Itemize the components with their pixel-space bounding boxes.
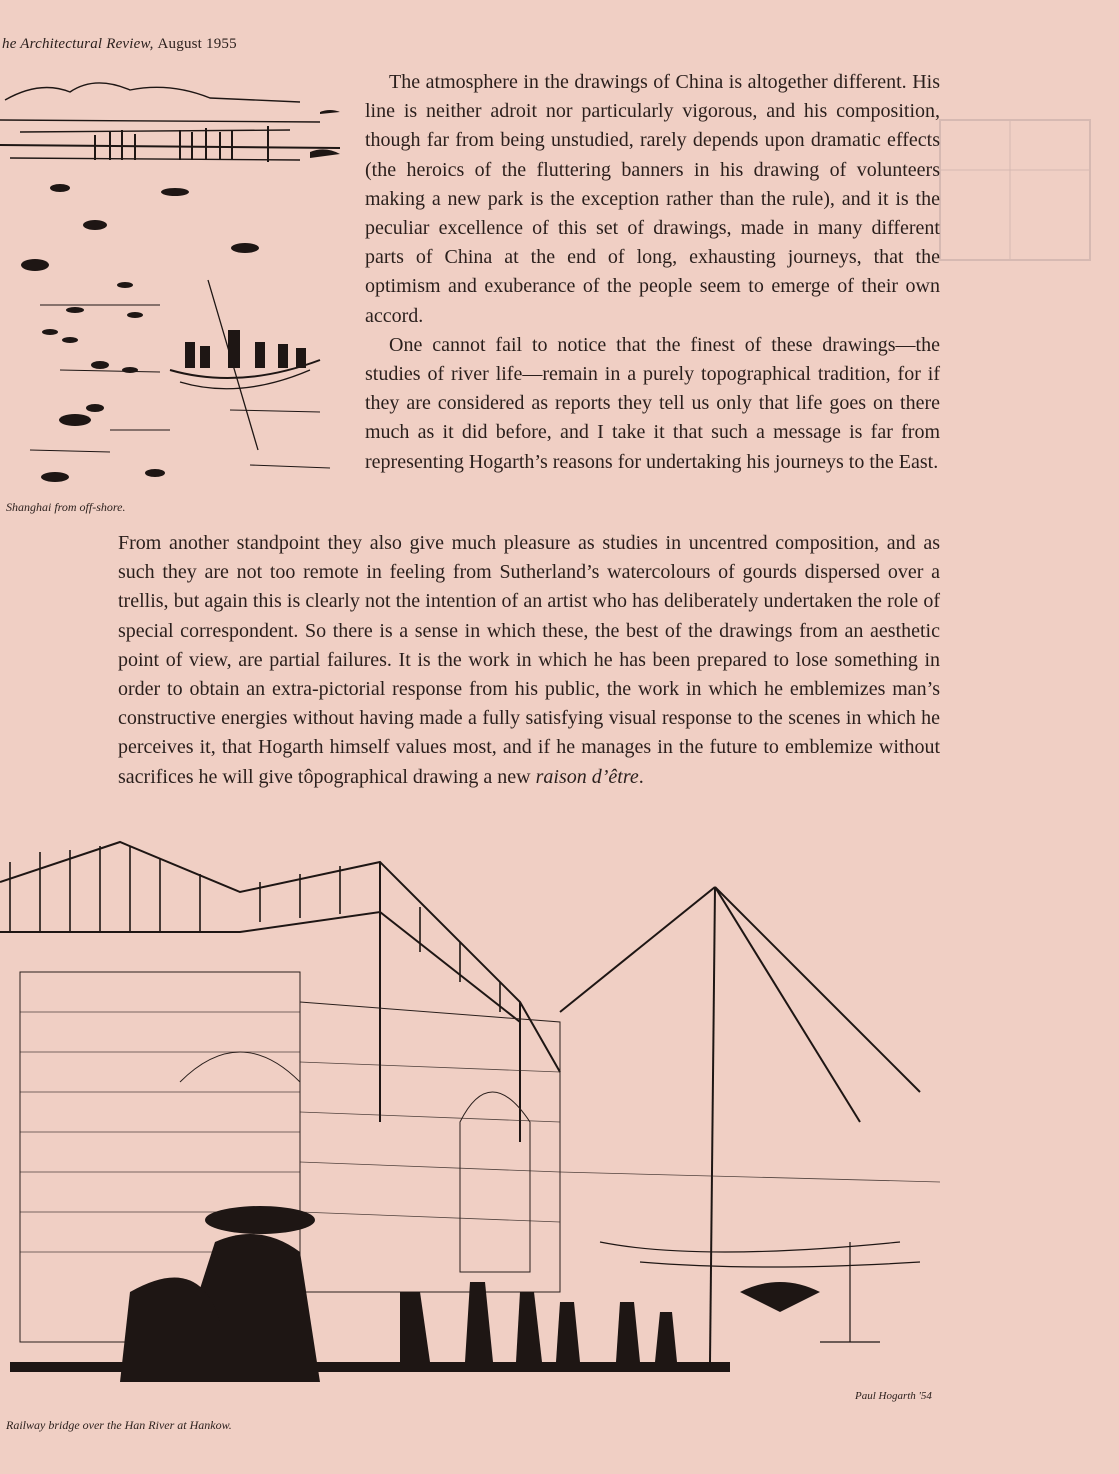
paragraph-2: One cannot fail to notice that the finest of these drawings—the studies of river life—remain in a purely topographical tradition, for if they are considered as reports they tell us only that life goes on there much as it did before, and I take it that such a message is far from representing Hogarth’s reasons for undertaking his journeys to the East. bbox=[365, 333, 940, 473]
paragraph-2-continued bbox=[118, 529, 940, 792]
final-punctuation: . bbox=[638, 765, 644, 788]
italic-phrase: raison d’être bbox=[535, 765, 639, 788]
right-column-text bbox=[365, 68, 940, 477]
issue-date: August 1955 bbox=[157, 36, 237, 52]
show-through-ghost bbox=[930, 100, 1110, 280]
running-head bbox=[2, 36, 237, 53]
paragraph-1: The atmosphere in the drawings of China is altogether different. His line is neither adroit nor particularly vigorous, and his composition, though far from being unstudied, rarely depends upon dramatic effects (the heroics of the fluttering banners in his drawing of volunteers making a new park is the exception rather than the rule), and it is the peculiar excellence of this set of drawings, made in many different parts of China at the end of long, exhausting journeys, that the optimism and exuberance of the people seem to emerge of their own accord. bbox=[365, 71, 940, 327]
paragraph-2-continued-text: From another standpoint they also give much pleasure as studies in uncentred composition, and as such they are not too remote in feeling from Sutherland’s watercolours of gourds dispersed over a trellis, but again this is clearly not the intention of an artist who has deliberately undertaken the role of special correspondent. So there is a sense in which these, the best of the drawings from an aesthetic point of view, are partial failures. It is the work in which he has been prepared to lose something in order to obtain an extra-pictorial response from his public, the work in which he emblemizes man’s constructive energies without having made a fully satisfying visual response to the scenes in which he perceives it, that Hogarth himself values most, and if he manages in the future to emblemize without sacrifices he will give tôpographical drawing a new bbox=[118, 532, 940, 788]
artist-signature: Paul Hogarth '54 bbox=[855, 1390, 932, 1402]
full-width-text bbox=[118, 529, 940, 792]
journal-name: he Architectural Review, bbox=[2, 36, 154, 52]
railway-bridge-illustration bbox=[0, 822, 960, 1412]
shanghai-illustration bbox=[0, 70, 360, 500]
caption-top: Shanghai from off-shore. bbox=[6, 500, 126, 514]
caption-bottom: Railway bridge over the Han River at Hankow. bbox=[6, 1418, 232, 1432]
